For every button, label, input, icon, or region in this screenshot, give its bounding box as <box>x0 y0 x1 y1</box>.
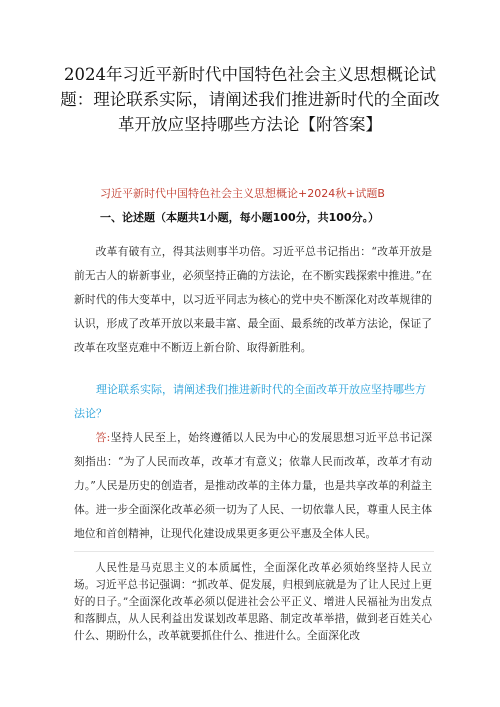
exam-subtitle: 习近平新时代中国特色社会主义思想概论+2024秋+试题B <box>100 187 385 200</box>
section-heading: 一、论述题（本题共1小题，每小题100分，共100分。） <box>100 211 380 224</box>
body-paragraph: 人民性是马克思主义的本质属性，全面深化改革必须始终坚持人民立场。习近平总书记强调：“抓改革、促发展，归根到底就是为了让人民过上更好的日子。”全面深化改革必须以促进社会公平正义、增进人民福祉为出发点和落脚点，从人民利益出发谋划改革思路、制定改革举措，做到老百姓关心什么、期盼什么，改革就要抓住什么、推进什么。全面深化改 <box>74 562 432 642</box>
answer-paragraph <box>74 426 432 546</box>
answer-text: 坚持人民至上，始终遵循以人民为中心的发展思想习近平总书记深刻指出：“为了人民而改革，改革才有意义；依靠人民而改革，改革才有动力。”人民是历史的创造者，是推动改革的主体力量，也是共享改革的利益主体。进一步全面深化改革必须一切为了人民、一切依靠人民，尊重人民主体地位和首创精神，让现代化建设成果更多更公平惠及全体人民。 <box>74 431 432 540</box>
intro-paragraph: 改革有破有立，得其法则事半功倍。习近平总书记指出：“改革开放是前无古人的崭新事业，必须坚持正确的方法论，在不断实践探索中推进。”在新时代的伟大变革中，以习近平同志为核心的党中央不断深化对改革规律的认识，形成了改革开放以来最丰富、最全面、最系统的改革方法论，保证了改革在攻坚克难中不断迈上新台阶、取得新胜利。 <box>74 245 432 354</box>
question-text: 理论联系实际，请阐述我们推进新时代的全面改革开放应坚持哪些方法论？ <box>74 383 426 420</box>
page-divider <box>74 551 434 552</box>
answer-label: 答: <box>95 431 111 444</box>
document-title: 2024年习近平新时代中国特色社会主义思想概论试题：理论联系实际，请阐述我们推进新时代的全面改革开放应坚持哪些方法论【附答案】 <box>60 65 440 134</box>
